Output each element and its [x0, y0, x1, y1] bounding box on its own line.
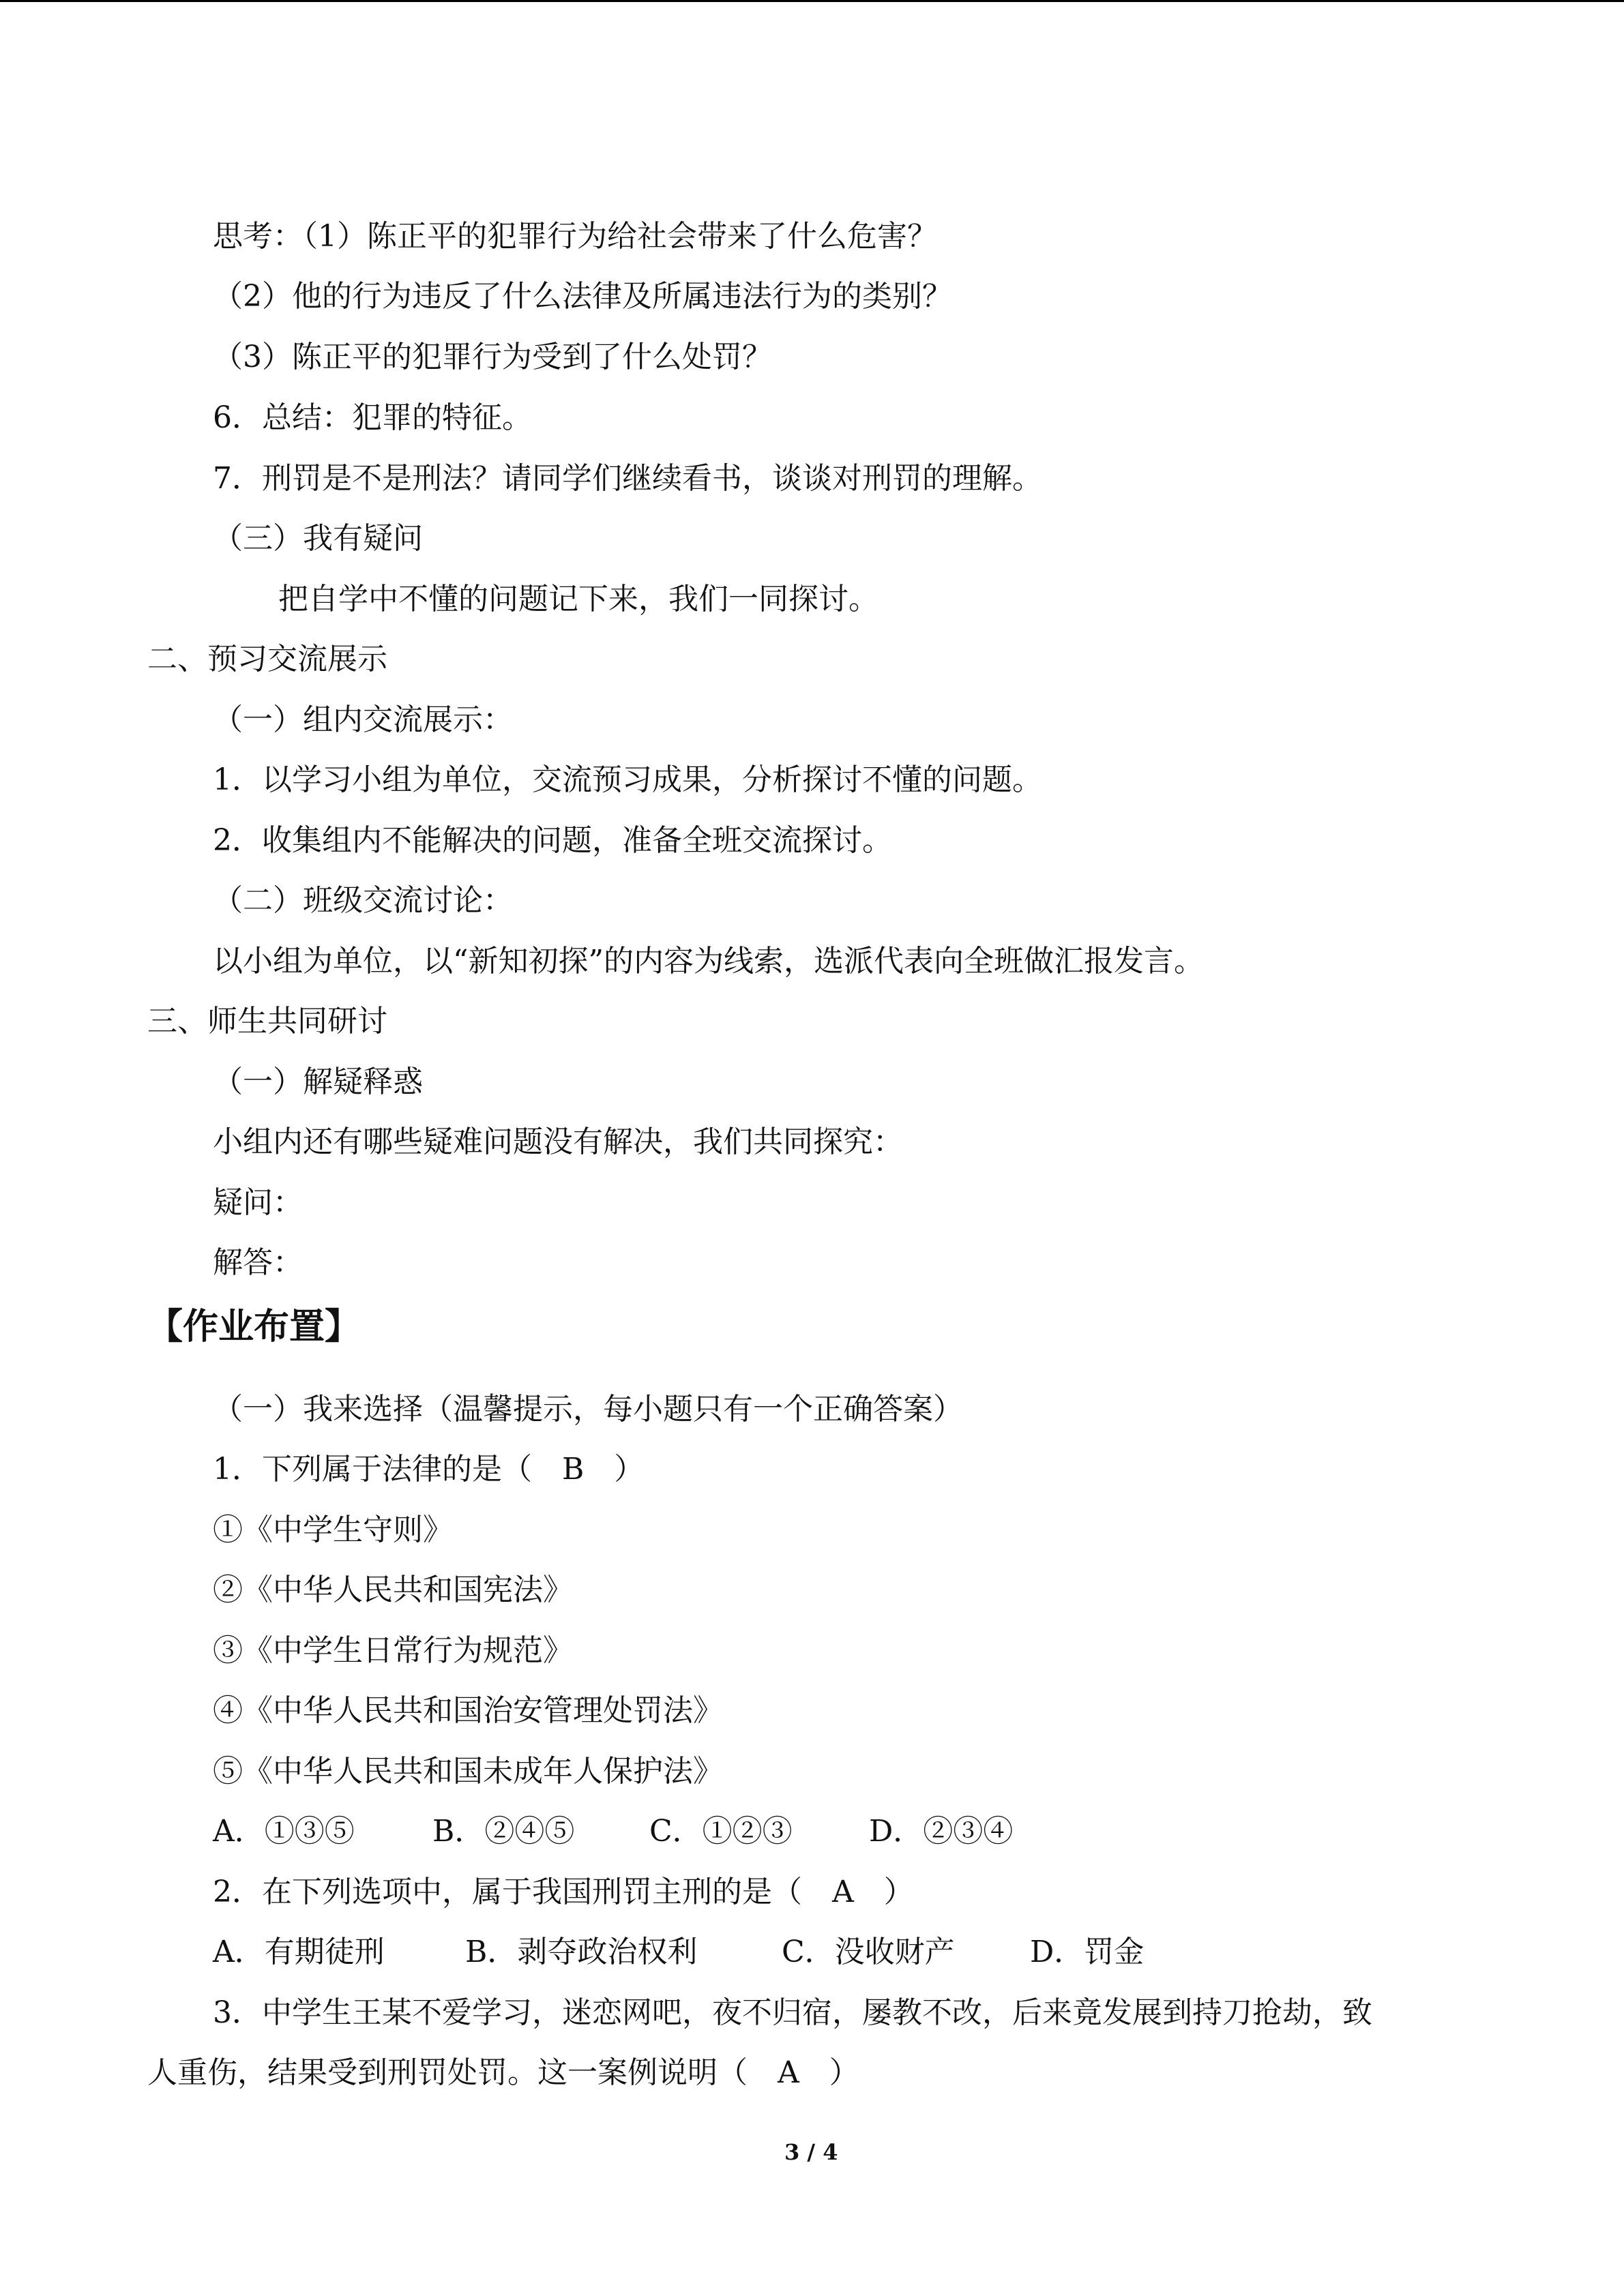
q1-options [213, 1811, 1013, 1852]
q1-item-2: ②《中华人民共和国宪法》 [213, 1572, 573, 1607]
section-two-title: 二、预习交流展示 [147, 642, 387, 676]
q2-option-c: C．没收财产 [782, 1935, 955, 1969]
q1-item-1: ①《中学生守则》 [213, 1512, 453, 1547]
section-three-sub1: （一）解疑释惑 [213, 1064, 423, 1099]
section-two-sub2: （二）班级交流讨论： [213, 883, 513, 918]
q2-option-b: B．剥夺政治权利 [465, 1935, 698, 1969]
q3-stem-line2: 人重伤，结果受到刑罚处罚。这一案例说明（ A ） [147, 2055, 859, 2090]
q2-options [213, 1932, 1144, 1973]
section-three-text: 小组内还有哪些疑难问题没有解决，我们共同探究： [213, 1124, 903, 1159]
q1-option-b: B．②④⑤ [432, 1814, 575, 1849]
think-question-3: （3）陈正平的犯罪行为受到了什么处罚？ [213, 340, 772, 374]
item-6: 6．总结：犯罪的特征。 [213, 400, 532, 435]
questions-text: 把自学中不懂的问题记下来，我们一同探讨。 [278, 582, 879, 616]
q2-option-a: A．有期徒刑 [213, 1935, 385, 1969]
homework-sub1: （一）我来选择（温馨提示，每小题只有一个正确答案） [213, 1392, 963, 1427]
q1-item-3: ③《中学生日常行为规范》 [213, 1633, 573, 1668]
q2-stem: 2．在下列选项中，属于我国刑罚主刑的是（ A ） [213, 1875, 914, 1909]
section-two-sub2-text: 以小组为单位，以“新知初探”的内容为线索，选派代表向全班做汇报发言。 [213, 944, 1204, 979]
q1-item-5: ⑤《中华人民共和国未成年人保护法》 [213, 1754, 723, 1789]
section-two-item2: 2．收集组内不能解决的问题，准备全班交流探讨。 [213, 823, 892, 858]
item-7: 7．刑罚是不是刑法？请同学们继续看书，谈谈对刑罚的理解。 [213, 461, 1042, 496]
think-question-1: 思考：（1）陈正平的犯罪行为给社会带来了什么危害？ [213, 219, 937, 254]
q1-option-a: A．①③⑤ [213, 1814, 355, 1849]
page-number: 3 / 4 [784, 2139, 838, 2165]
homework-title: 【作业布置】 [147, 1307, 361, 1347]
q1-option-d: D．②③④ [869, 1814, 1014, 1849]
question-label: 疑问： [213, 1185, 303, 1220]
sub-heading-questions: （三）我有疑问 [213, 521, 423, 556]
section-two-sub1: （一）组内交流展示： [213, 702, 513, 737]
q1-stem: 1．下列属于法律的是（ B ） [213, 1452, 645, 1487]
answer-label: 解答： [213, 1245, 303, 1280]
section-two-item1: 1．以学习小组为单位，交流预习成果，分析探讨不懂的问题。 [213, 762, 1042, 797]
q1-item-4: ④《中华人民共和国治安管理处罚法》 [213, 1693, 723, 1728]
section-three-title: 三、师生共同研讨 [147, 1004, 387, 1039]
q3-stem-line1: 3．中学生王某不爱学习，迷恋网吧，夜不归宿，屡教不改，后来竟发展到持刀抢劫，致 [213, 1995, 1372, 2030]
q2-option-d: D．罚金 [1030, 1935, 1145, 1969]
q1-option-c: C．①②③ [649, 1814, 793, 1849]
think-question-2: （2）他的行为违反了什么法律及所属违法行为的类别？ [213, 279, 952, 314]
